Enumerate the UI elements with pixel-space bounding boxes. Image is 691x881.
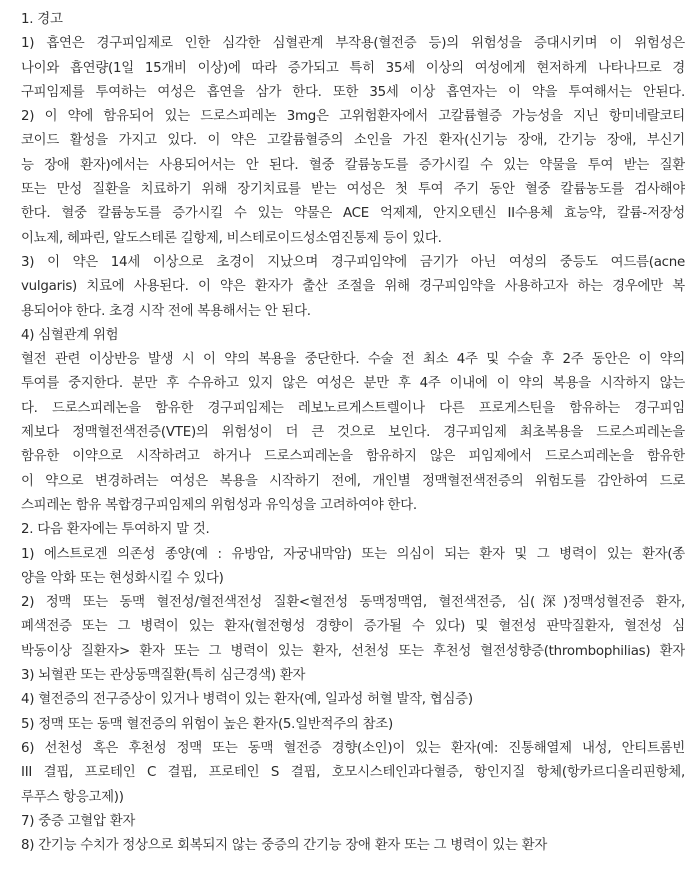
text-line: 코이드 활성을 가지고 있다. 이 약은 고칼륨혈증의 소인을 가진 환자(신기능 장애, 간기능 장애, 부신기 [21,133,685,149]
text-line: 이 약으로 변경하려는 여성은 복용을 시작하기 전에, 개인별 정맥혈전색전증의 위험도를 감안하여 드로 [21,473,685,489]
text-line: 다. 드로스피레논을 함유한 경구피임제는 레보노르게스트렐이나 다른 프로게스틴을 함유하는 경구피임 [21,400,685,416]
text-line: 폐색전증 또는 그 병력이 있는 환자(혈전형성 경향이 증가될 수 있다) 및 혈전성 판막질환자, 혈전성 심 [21,619,685,635]
text-line: 4) 심혈관계 위험 [21,327,119,343]
text-line: 나이와 흡연량(1일 15개비 이상)에 따라 증가되고 특히 35세 이상의 여성에게 현저하게 나타나므로 경 [21,60,685,76]
text-line: 또는 만성 질환을 치료하기 위해 장기치료를 받는 여성은 첫 투여 주기 동안 혈중 칼륨농도를 검사해야 [21,182,685,198]
text-line: 7) 중증 고혈압 환자 [21,813,136,829]
text-line: 투여를 중지한다. 분만 후 수유하고 있지 않은 여성은 분만 후 4주 이내에 이 약의 복용을 시작하지 않는 [21,376,685,392]
text-line: 2) 이 약에 함유되어 있는 드로스피레논 3mg은 고위험환자에서 고칼륨혈증 가능성을 지닌 항미네랄코티 [21,109,685,125]
text-line: 2. 다음 환자에는 투여하지 말 것. [21,522,210,538]
text-line: 4) 혈전증의 전구증상이 있거나 병력이 있는 환자(예, 일과성 허혈 발작, 협심증) [21,692,473,708]
text-line: 제보다 정맥혈전색전증(VTE)의 위험성이 더 큰 것으로 보인다. 경구피임제 최초복용을 드로스피레논을 [21,425,685,441]
text-line: III 결핍, 프로테인 C 결핍, 프로테인 S 결핍, 호모시스테인과다혈증, 항인지질 항체(항카르디올리핀항체, [21,765,685,781]
text-line: vulgaris) 치료에 사용된다. 이 약은 환자가 출산 조절을 위해 경구피임약을 사용하고자 하는 경우에만 복 [21,279,685,295]
text-line: 루푸스 항응고제)) [21,789,124,805]
text-line: 2) 정맥 또는 동맥 혈전성/혈전색전성 질환<혈전성 동맥정맥염, 혈전색전증, 심(深)정맥성혈전증 환자, [21,595,685,611]
text-line: 1) 흡연은 경구피임제로 인한 심각한 심혈관계 부작용(혈전증 등)의 위험성을 증대시키며 이 위험성은 [21,36,685,52]
text-line: 5) 정맥 또는 동맥 혈전증의 위험이 높은 환자(5.일반적주의 참조) [21,716,393,732]
text-line: 이뇨제, 헤파린, 알도스테론 길항제, 비스테로이드성소염진통제 등이 있다. [21,230,442,246]
text-line: 3) 뇌혈관 또는 관상동맥질환(특히 심근경색) 환자 [21,668,306,684]
text-line: 스피레논 함유 복합경구피임제의 위험성과 유익성을 고려하여야 한다. [21,497,417,513]
text-line: 1. 경고 [21,12,63,27]
text-line: 혈전 관련 이상반응 발생 시 이 약의 복용을 중단한다. 수술 전 최소 4주 및 수술 후 2주 동안은 이 약의 [21,352,685,368]
text-line: 박동이상 질환자> 환자 또는 그 병력이 있는 환자, 선천성 또는 후천성 혈전성향증(thrombophilias) 환자 [21,643,685,659]
text-line: 능 장애 환자)에서는 사용되어서는 안 된다. 혈중 칼륨농도를 증가시킬 수 있는 약물을 투여 받는 질환 [21,157,685,173]
text-line: 3) 이 약은 14세 이상으로 초경이 지났으며 경구피임약에 금기가 아닌 여성의 중등도 여드름(acne [21,254,685,270]
text-line: 한다. 혈중 칼륨농도를 증가시킬 수 있는 약물은 ACE 억제제, 안지오텐신 II수용체 효능약, 칼륨-저장성 [21,206,685,222]
text-line: 용되어야 한다. 초경 시작 전에 복용해서는 안 된다. [21,303,311,319]
text-line: 6) 선천성 혹은 후천성 정맥 또는 동맥 혈전증 경향(소인)이 있는 환자(예: 진통해열제 내성, 안티트롬빈 [21,740,685,756]
text-line: 함유한 이약으로 시작하려고 하거나 드로스피레논을 함유하지 않은 피임제에서 드로스피레논을 함유한 [21,449,685,465]
text-line: 구피임제를 투여하는 여성은 흡연을 삼가 한다. 또한 35세 이상 흡연자는 이 약을 투여해서는 안된다. [21,84,685,100]
text-line: 1) 에스트로겐 의존성 종양(예 : 유방암, 자궁내막암) 또는 의심이 되는 환자 및 그 병력이 있는 환자(종 [21,546,685,562]
text-line: 양을 악화 또는 현성화시킬 수 있다) [21,570,224,586]
text-line: 8) 간기능 수치가 정상으로 회복되지 않는 중증의 간기능 장애 환자 또는 그 병력이 있는 환자 [21,838,548,854]
